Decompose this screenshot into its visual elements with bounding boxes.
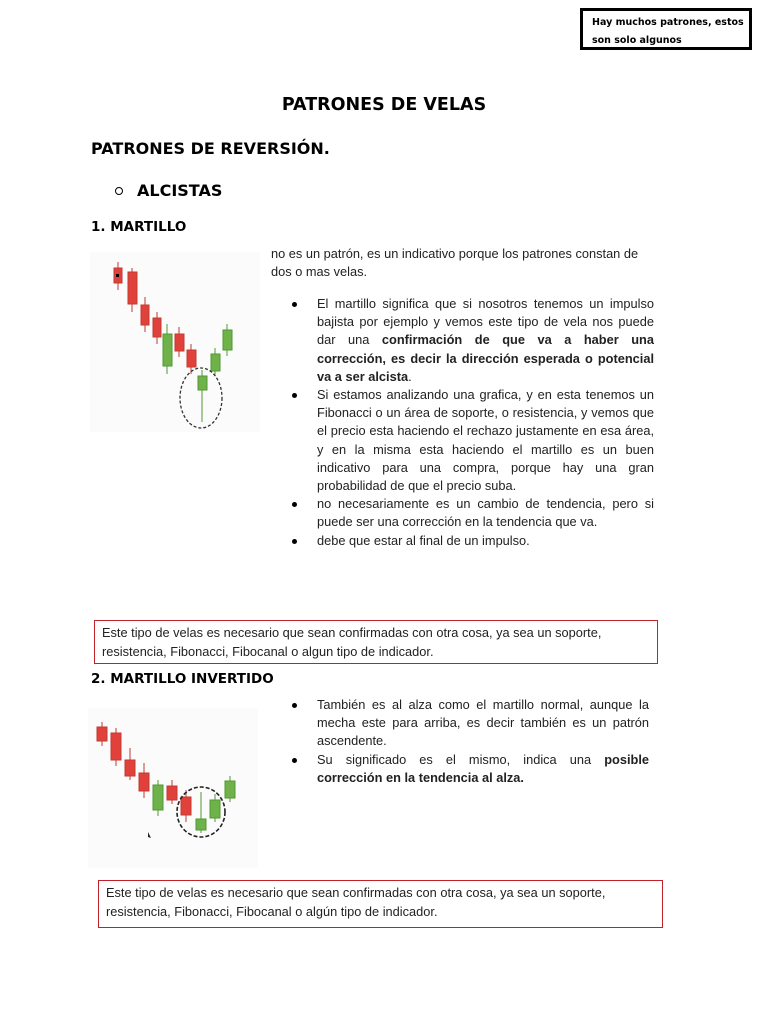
- note-text: Hay muchos patrones, estos son solo algunos: [592, 17, 744, 46]
- bullet-bold-text: posible corrección en la tendencia al alza.: [317, 751, 649, 785]
- martillo-invertido-note-box: [98, 880, 663, 928]
- martillo-intro: no es un patrón, es un indicativo porque los patrones constan de dos o mas velas.: [271, 246, 639, 280]
- martillo-invertido-heading: 2. MARTILLO INVERTIDO: [91, 671, 274, 687]
- hammer-candlestick-image: [90, 252, 260, 432]
- list-item: no necesariamente es un cambio de tendencia, pero si puede ser una corrección en la tendencia que va.: [292, 495, 654, 531]
- inverted-hammer-candlestick-image: [88, 708, 258, 868]
- page-title: PATRONES DE VELAS: [281, 95, 487, 115]
- bullet-bold-text: confirmación de que va a haber una corrección, es decir la dirección esperada o potencial va a ser alcista: [317, 332, 654, 384]
- list-item: debe que estar al final de un impulso.: [292, 532, 654, 550]
- subsection-heading: [115, 181, 222, 200]
- martillo-heading: 1. MARTILLO: [91, 219, 187, 235]
- martillo-invertido-bullets: [292, 696, 649, 787]
- bullet-text: Su significado es el mismo, indica una: [317, 751, 605, 767]
- martillo-note-box: [94, 620, 658, 664]
- note-box: [580, 8, 752, 50]
- list-item: [292, 295, 654, 386]
- martillo-bullets: [292, 295, 654, 550]
- circle-bullet-icon: [115, 187, 123, 195]
- list-item: [292, 751, 649, 787]
- subsection-label: ALCISTAS: [137, 181, 223, 200]
- box-text: Este tipo de velas es necesario que sean confirmadas con otra cosa, ya sea un soporte, resistencia, Fibonacci, Fibocanal o algún tipo de indicador.: [106, 885, 606, 919]
- box-text: Este tipo de velas es necesario que sean confirmadas con otra cosa, ya sea un soporte, resistencia, Fibonacci, Fibocanal o algun tipo de indicador.: [102, 625, 602, 659]
- list-item: También es al alza como el martillo normal, aunque la mecha este para arriba, es decir también es un patrón ascendente.: [292, 696, 649, 751]
- section-heading: PATRONES DE REVERSIÓN.: [91, 139, 330, 158]
- bullet-text: El martillo significa que si nosotros tenemos un impulso bajista por ejemplo y vemos este tipo de vela nos puede dar una: [317, 296, 654, 348]
- list-item: Si estamos analizando una grafica, y en esta tenemos un Fibonacci o un área de soporte, o resistencia, y vemos que el precio esta haciendo el rechazo justamente en esa área, y en la misma esta haciendo el martillo es un buen indicativo para una compra, porque hay una gran probabilidad de que el precio suba.: [292, 386, 654, 495]
- bullet-text: .: [408, 368, 412, 384]
